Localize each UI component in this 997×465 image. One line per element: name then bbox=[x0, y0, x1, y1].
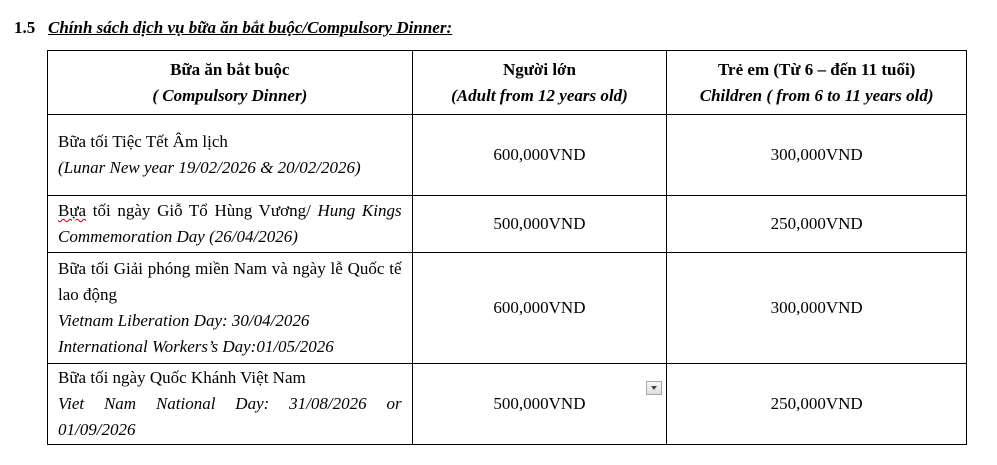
table-header-row bbox=[48, 51, 967, 115]
meal-cell: Bựa tối ngày Giỗ Tổ Hùng Vương/ Hung Kings Commemoration Day (26/04/2026) bbox=[48, 196, 413, 253]
dropdown-arrow-icon[interactable] bbox=[646, 381, 662, 395]
child-price: 300,000VND bbox=[667, 115, 967, 196]
header-adult: Người lớn (Adult from 12 years old) bbox=[412, 51, 667, 115]
meal-cell: Bữa tối Tiệc Tết Âm lịch (Lunar New year 19/02/2026 & 20/02/2026) bbox=[48, 115, 413, 196]
section-title: Chính sách dịch vụ bữa ăn bắt buộc/Compulsory Dinner: bbox=[48, 18, 453, 37]
table-row bbox=[48, 196, 967, 253]
table-row bbox=[48, 115, 967, 196]
adult-price: 600,000VND bbox=[412, 253, 667, 364]
child-price: 250,000VND bbox=[667, 364, 967, 445]
spellcheck-flagged-word: Bựa bbox=[58, 201, 87, 220]
table-row bbox=[48, 253, 967, 364]
compulsory-dinner-table bbox=[47, 50, 967, 445]
header-child: Trẻ em (Từ 6 – đến 11 tuổi) Children ( from 6 to 11 years old) bbox=[667, 51, 967, 115]
adult-price: 500,000VND bbox=[412, 364, 667, 445]
meal-cell: Bữa tối ngày Quốc Khánh Việt Nam Viet Nam National Day: 31/08/2026 or 01/09/2026 bbox=[48, 364, 413, 445]
child-price: 250,000VND bbox=[667, 196, 967, 253]
adult-price: 600,000VND bbox=[412, 115, 667, 196]
header-meal: Bữa ăn bắt buộc ( Compulsory Dinner) bbox=[48, 51, 413, 115]
adult-price: 500,000VND bbox=[412, 196, 667, 253]
section-heading bbox=[14, 18, 452, 38]
table-row bbox=[48, 364, 967, 445]
meal-cell: Bữa tối Giải phóng miền Nam và ngày lễ Quốc tế lao động Vietnam Liberation Day: 30/04/2026 International Workers’s Day:01/05/2026 bbox=[48, 253, 413, 364]
section-number: 1.5 bbox=[14, 18, 36, 37]
child-price: 300,000VND bbox=[667, 253, 967, 364]
